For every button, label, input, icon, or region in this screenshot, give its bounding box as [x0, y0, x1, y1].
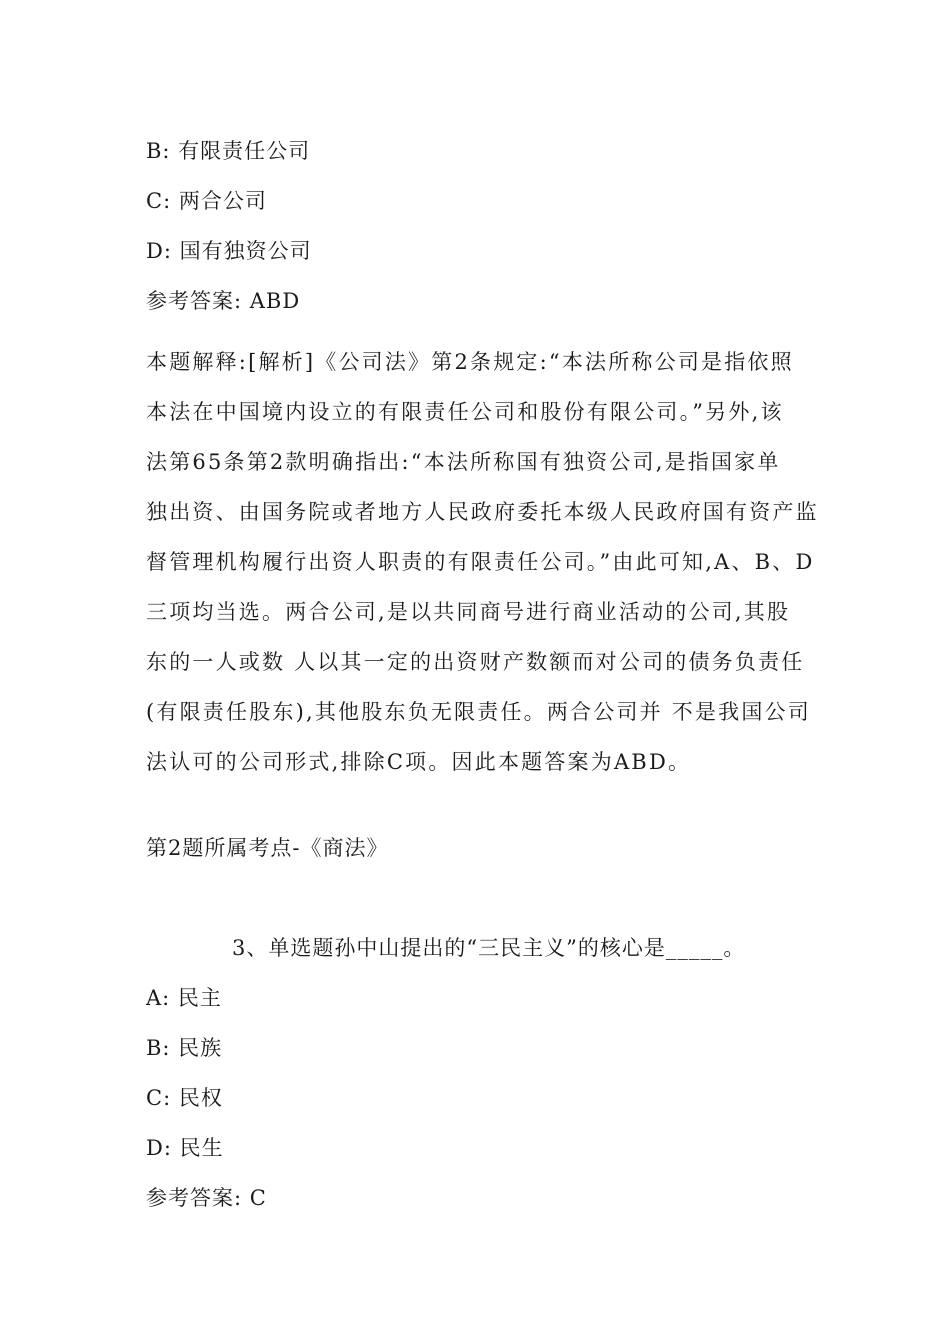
q2-option-b: B: 有限责任公司: [146, 139, 311, 163]
explanation-line: (有限责任股东),其他股东负无限责任。两合公司并 不是我国公司: [146, 700, 811, 724]
explanation-line: 三项均当选。两合公司,是以共同商号进行商业活动的公司,其股: [146, 600, 791, 624]
q3-answer: 参考答案: C: [146, 1186, 267, 1210]
q3-option-b: B: 民族: [146, 1036, 223, 1060]
q3-option-d: D: 民生: [146, 1136, 224, 1160]
explanation-line: 东的一人或数 人以其一定的出资财产数额而对公司的债务负责任: [146, 650, 805, 674]
explanation-line: 督管理机构履行出资人职责的有限责任公司。”由此可知,A、B、D: [146, 550, 815, 574]
q2-option-d: D: 国有独资公司: [146, 239, 312, 263]
explanation-line: 本法在中国境内设立的有限责任公司和股份有限公司。”另外,该: [146, 400, 784, 424]
q3-option-a: A: 民主: [146, 986, 222, 1010]
q2-explanation: [146, 337, 819, 787]
explanation-line: 本题解释:[解析]《公司法》第2条规定:“本法所称公司是指依照: [146, 350, 794, 374]
q2-topic: 第2题所属考点-《商法》: [146, 836, 389, 860]
explanation-line: 法认可的公司形式,排除C项。因此本题答案为ABD。: [146, 750, 692, 774]
q3-option-c: C: 民权: [146, 1086, 223, 1110]
q3-question: 3、单选题孙中山提出的“三民主义”的核心是_____。: [232, 936, 746, 960]
explanation-line: 法第65条第2款明确指出:“本法所称国有独资公司,是指国家单: [146, 450, 781, 474]
explanation-line: 独出资、由国务院或者地方人民政府委托本级人民政府国有资产监: [146, 500, 819, 524]
q2-option-c: C: 两合公司: [146, 189, 267, 213]
q2-answer: 参考答案: ABD: [146, 289, 301, 313]
